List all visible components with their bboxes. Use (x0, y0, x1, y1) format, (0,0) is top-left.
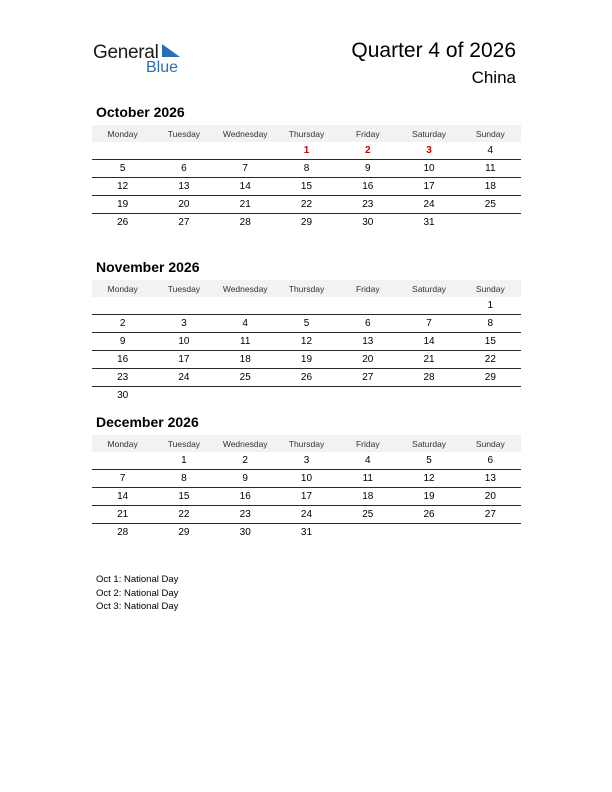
day-cell: 10 (300, 473, 313, 484)
day-cell: 12 (117, 181, 129, 192)
day-cell: 26 (300, 372, 313, 383)
day-cell: 27 (178, 217, 190, 228)
day-cell: 17 (300, 491, 313, 502)
day-cell: 5 (303, 318, 310, 329)
day-cell: 7 (119, 473, 126, 484)
day-cell: 21 (117, 509, 129, 520)
day-cell: 21 (239, 199, 251, 210)
month-title: November 2026 (96, 259, 200, 275)
day-cell: 24 (423, 199, 435, 210)
day-cell: 3 (181, 318, 187, 329)
day-cell: 7 (426, 318, 432, 329)
day-cell: 17 (423, 181, 435, 192)
holiday-notes (96, 573, 178, 614)
holiday-note: Oct 1: National Day (96, 574, 179, 585)
day-cell: 4 (364, 455, 371, 466)
weekday-label: Tuesday (167, 283, 201, 294)
day-cell: 26 (117, 217, 129, 228)
day-cell: 20 (362, 354, 374, 365)
week-row (92, 524, 521, 541)
weekday-label: Saturday (412, 283, 447, 294)
day-cell: 23 (117, 372, 129, 383)
holiday-note: Oct 2: National Day (96, 587, 179, 599)
month-october (92, 103, 521, 231)
week-row (92, 214, 521, 231)
month-title: December 2026 (96, 414, 199, 430)
month-november (92, 258, 521, 404)
day-cell: 11 (485, 163, 496, 174)
week-row (92, 178, 521, 196)
weekday-label: Thursday (288, 283, 325, 294)
day-cell: 10 (178, 336, 190, 347)
day-cell: 1 (487, 300, 494, 311)
week-row (92, 333, 521, 351)
weekday-label: Friday (355, 283, 380, 294)
day-cell: 17 (178, 354, 190, 365)
day-cell: 23 (239, 509, 251, 520)
weekday-label: Monday (107, 438, 138, 449)
day-cell: 23 (362, 199, 374, 210)
day-cell: 4 (487, 145, 494, 156)
day-cell: 20 (178, 199, 190, 210)
weekday-label: Saturday (412, 438, 447, 449)
day-cell: 25 (484, 199, 496, 210)
day-cell: 8 (181, 473, 187, 484)
day-cell: 24 (178, 372, 190, 383)
day-cell: 30 (117, 390, 129, 401)
day-cell: 9 (242, 473, 248, 484)
weekday-label: Wednesday (222, 128, 268, 139)
day-cell: 27 (484, 509, 496, 520)
day-cell: 9 (364, 163, 371, 174)
weekday-label: Thursday (288, 128, 325, 139)
day-cell: 20 (484, 491, 496, 502)
day-cell: 19 (117, 199, 129, 210)
day-cell: 31 (423, 217, 435, 228)
day-cell: 5 (119, 163, 126, 174)
day-cell: 14 (239, 181, 251, 192)
day-cell: 19 (300, 354, 313, 365)
day-cell: 15 (484, 336, 496, 347)
day-cell: 31 (300, 527, 313, 538)
day-cell: 29 (484, 372, 496, 383)
weekday-header-row (92, 125, 521, 142)
day-cell: 22 (484, 354, 496, 365)
day-cell: 2 (119, 318, 126, 329)
week-row (92, 470, 521, 488)
logo-text-blue: Blue (146, 59, 179, 76)
day-cell: 5 (426, 455, 432, 466)
week-row (92, 369, 521, 387)
day-cell: 13 (484, 473, 496, 484)
day-cell: 2 (364, 145, 371, 156)
day-cell: 18 (239, 354, 251, 365)
day-cell: 26 (423, 509, 435, 520)
day-cell: 28 (423, 372, 435, 383)
month-grid (92, 142, 521, 231)
week-row (92, 160, 521, 178)
day-cell: 29 (300, 217, 313, 228)
day-cell: 18 (362, 491, 374, 502)
week-row (92, 196, 521, 214)
day-cell: 30 (362, 217, 374, 228)
day-cell: 7 (242, 163, 248, 174)
day-cell: 2 (242, 455, 248, 466)
day-cell: 28 (239, 217, 251, 228)
day-cell: 13 (178, 181, 190, 192)
weekday-label: Saturday (412, 128, 447, 139)
day-cell: 16 (362, 181, 374, 192)
day-cell: 12 (300, 336, 313, 347)
day-cell: 6 (364, 318, 371, 329)
day-cell: 21 (423, 354, 435, 365)
weekday-label: Wednesday (222, 438, 268, 449)
weekday-header-row (92, 280, 521, 297)
day-cell: 18 (484, 181, 496, 192)
weekday-label: Sunday (475, 283, 505, 294)
weekday-label: Thursday (288, 438, 325, 449)
holiday-note: Oct 3: National Day (96, 601, 179, 612)
month-grid (92, 297, 521, 404)
day-cell: 13 (362, 336, 374, 347)
day-cell: 24 (300, 509, 313, 520)
week-row (92, 506, 521, 524)
day-cell: 28 (117, 527, 129, 538)
day-cell: 3 (303, 455, 310, 466)
day-cell: 3 (426, 145, 432, 156)
day-cell: 1 (181, 455, 187, 466)
day-cell: 6 (487, 455, 494, 466)
day-cell: 8 (487, 318, 494, 329)
generalblue-logo (93, 40, 193, 78)
day-cell: 8 (303, 163, 310, 174)
day-cell: 1 (303, 145, 310, 156)
week-row (92, 387, 521, 404)
logo-triangle-icon (160, 43, 182, 59)
month-grid (92, 452, 521, 541)
day-cell: 15 (300, 181, 313, 192)
week-row (92, 142, 521, 160)
weekday-label: Sunday (475, 438, 505, 449)
day-cell: 19 (423, 491, 435, 502)
weekday-label: Wednesday (222, 283, 268, 294)
day-cell: 12 (423, 473, 435, 484)
weekday-label: Sunday (475, 128, 505, 139)
week-row (92, 488, 521, 506)
day-cell: 10 (423, 163, 435, 174)
day-cell: 22 (300, 199, 313, 210)
day-cell: 16 (239, 491, 251, 502)
weekday-header-row (92, 435, 521, 452)
page-title: Quarter 4 of 2026 (351, 39, 516, 62)
day-cell: 22 (178, 509, 190, 520)
day-cell: 11 (240, 336, 251, 347)
day-cell: 27 (362, 372, 374, 383)
day-cell: 15 (178, 491, 190, 502)
week-row (92, 452, 521, 470)
week-row (92, 297, 521, 315)
day-cell: 29 (178, 527, 190, 538)
day-cell: 30 (239, 527, 251, 538)
day-cell: 14 (117, 491, 129, 502)
weekday-label: Friday (355, 128, 380, 139)
day-cell: 9 (119, 336, 126, 347)
weekday-label: Tuesday (167, 128, 201, 139)
weekday-label: Tuesday (167, 438, 201, 449)
day-cell: 25 (239, 372, 251, 383)
day-cell: 14 (423, 336, 435, 347)
week-row (92, 351, 521, 369)
weekday-label: Monday (107, 128, 138, 139)
day-cell: 16 (117, 354, 129, 365)
week-row (92, 315, 521, 333)
month-december (92, 413, 521, 541)
logo-text-general: General (93, 42, 159, 63)
day-cell: 6 (181, 163, 187, 174)
day-cell: 4 (242, 318, 248, 329)
day-cell: 11 (362, 473, 373, 484)
country-name: China (471, 68, 516, 87)
month-title: October 2026 (96, 104, 185, 120)
weekday-label: Friday (355, 438, 380, 449)
day-cell: 25 (362, 509, 374, 520)
weekday-label: Monday (107, 283, 138, 294)
